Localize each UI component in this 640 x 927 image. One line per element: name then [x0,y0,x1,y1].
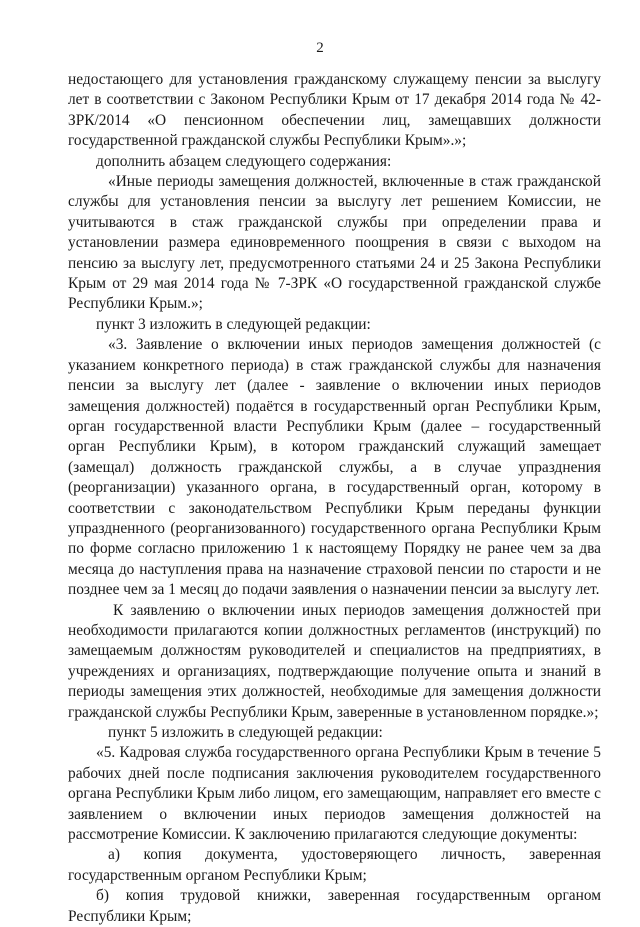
document-body [68,70,601,927]
paragraph: «3. Заявление о включении иных периодов замещения должностей (с указанием конкретного периода) в стаж гражданской службы для назначения пенсии за выслугу лет (далее - заявление о включении иных периодов замещения должностей) подаётся в государственный орган Республики Крым, орган государственной власти Республики Крым (далее – государственный орган Республики Крым), в котором гражданский служащий замещает (замещал) должность гражданской службы, а в случае упразднения (реорганизации) указанного органа, в государственный орган, которому в соответствии с законодательством Республики Крым переданы функции упраздненного (реорганизованного) государственного органа Республики Крым по форме согласно приложению 1 к настоящему Порядку не ранее чем за два месяца до наступления права на назначение страховой пенсии по старости и не позднее чем за 1 месяц до подачи заявления о назначении пенсии за выслугу лет. [68,336,601,599]
paragraph: К заявлению о включении иных периодов замещения должностей при необходимости прилагаются копии должностных регламентов (инструкций) по замещаемым должностям руководителей и специалистов на предприятиях, в учреждениях и организациях, подтверждающие получение опыта и знаний в периоды замещения этих должностей, необходимые для замещения должности гражданской службы Республики Крым, заверенные в установленном порядке.»; [68,601,601,721]
paragraph: «5. Кадровая служба государственного органа Республики Крым в течение 5 рабочих дней после подписания заключения руководителем государственного органа Республики Крым либо лицом, его замещающим, направляет его вместе с заявлением о включении иных периодов замещения должностей на рассмотрение Комиссии. К заключению прилагаются следующие документы: [68,744,601,844]
paragraph: пункт 3 изложить в следующей редакции: [96,315,371,333]
paragraph: дополнить абзацем следующего содержания: [96,152,392,170]
page-number: 2 [316,40,324,56]
paragraph: недостающего для установления гражданскому служащему пенсии за выслугу лет в соответствии с Законом Республики Крым от 17 декабря 2014 года № 42-ЗРК/2014 «О пенсионном обеспечении лиц, замещавших должности государственной гражданской службы Республики Крым».»; [68,71,601,150]
paragraph: а) копия документа, удостоверяющего личность, заверенная государственным органом Республики Крым; [68,846,601,884]
paragraph: пункт 5 изложить в следующей редакции: [108,724,383,741]
paragraph: «Иные периоды замещения должностей, включенные в стаж гражданской службы для установления пенсии за выслугу лет решением Комиссии, не учитываются в стаж гражданской службы при определении права и установлении размера единовременного поощрения в связи с выходом на пенсию за выслугу лет, предусмотренного статьями 24 и 25 Закона Республики Крым от 29 мая 2014 года № 7-ЗРК «О государственной гражданской службе Республики Крым.»; [68,173,601,313]
paragraph: б) копия трудовой книжки, заверенная государственным органом Республики Крым; [68,887,601,925]
